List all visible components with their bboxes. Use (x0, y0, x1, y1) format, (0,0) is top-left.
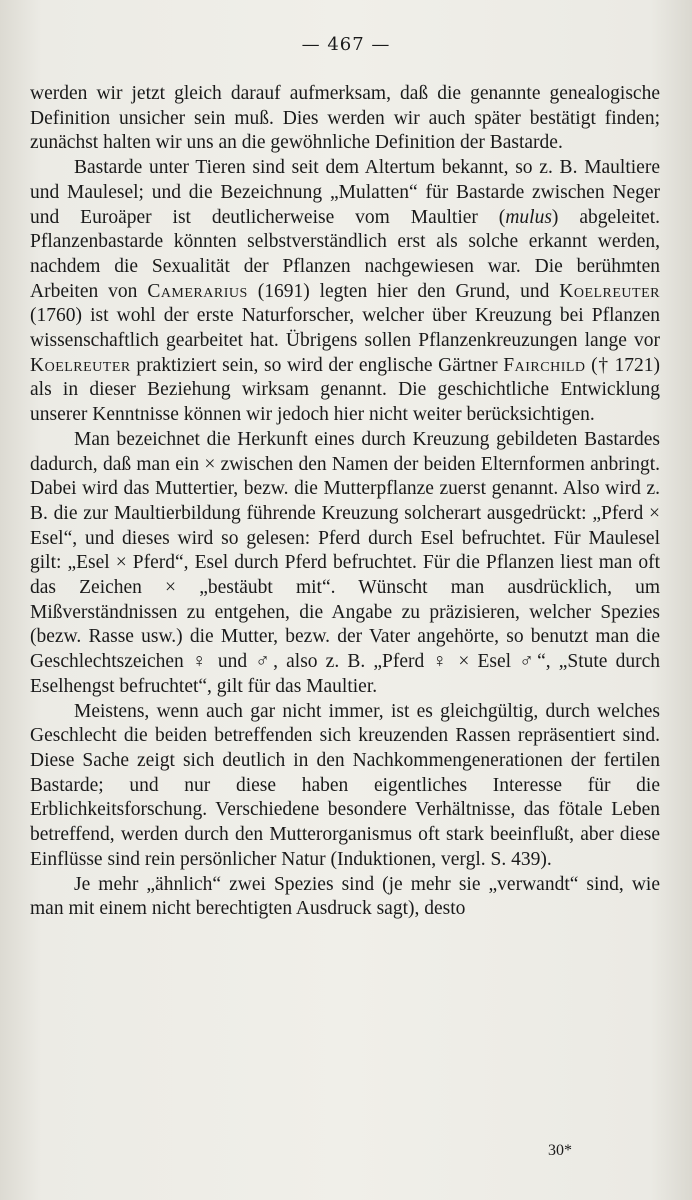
paragraph (30, 82, 660, 156)
text-run: Bastarde unter Tieren sind seit dem Altertum bekannt, so z. B. Maultiere und Maulesel; und die Bezeichnung „Mulatten“ für Bastarde zwischen Neger und Euroäper ist deutlicherweise vom Maultier ( (30, 157, 660, 228)
paragraph (30, 156, 660, 428)
author-name: Camerarius (147, 280, 248, 302)
signature-mark: 30* (548, 1142, 572, 1159)
text-run: Je mehr „ähnlich“ zwei Spezies sind (je mehr sie „verwandt“ sind, wie man mit einem nicht berechtigten Ausdruck sagt), desto (30, 873, 660, 920)
author-name: Fairchild (503, 354, 586, 376)
text-run: praktiziert sein, so wird der englische Gärtner (130, 354, 504, 376)
text-run: († 1721) als in dieser Beziehung wirksam genannt. Die geschichtliche Entwicklung unserer Kenntnisse können wir jedoch hier nicht weiter berücksichtigen. (30, 354, 660, 426)
paragraph (30, 700, 660, 873)
italic-term: mulus (505, 206, 552, 228)
body-text (30, 82, 660, 922)
text-run: Meistens, wenn auch gar nicht immer, ist es gleichgültig, durch welches Geschlecht die beiden betreffenden sich kreuzenden Rassen repräsentiert sind. Diese Sache zeigt sich deutlich in den Nachkommengenerationen der fertilen Bastarde; und nur diese haben eigentliches Interesse für die Erblichkeitsforschung. Verschiedene besondere Verhältnisse, das fötale Leben betreffend, werden durch den Mutterorganismus oft stark beeinflußt, aber diese Einflüsse sind rein persönlicher Natur (Induktionen, vergl. S. 439). (30, 700, 660, 870)
author-name: Koelreuter (30, 354, 131, 376)
text-run: Man bezeichnet die Herkunft eines durch Kreuzung gebildeten Bastardes dadurch, daß man ein × zwischen den Namen der beiden Elternformen anbringt. Dabei wird das Muttertier, bezw. die Mutterpflanze zuerst genannt. Also wird z. B. die zur Maultierbildung führende Kreuzung solcherart ausgedrückt: „Pferd × Esel“, und dieses wird so gelesen: Pferd durch Esel befruchtet. Für Maulesel gilt: „Esel × Pferd“, Esel durch Pferd befruchtet. Für die Pflanzen liest man oft das Zeichen × „bestäubt mit“. Wünscht man ausdrücklich, um Mißverständnissen zu entgehen, die Angabe zu präzisieren, welcher Spezies (bezw. Rasse usw.) die Mutter, bezw. der Vater angehörte, so benutzt man die Geschlechtszeichen ♀ und ♂, also z. B. „Pferd ♀ × Esel ♂“, „Stute durch Eselhengst befruchtet“, gilt für das Maultier. (30, 428, 660, 697)
author-name: Koelreuter (559, 280, 660, 302)
text-run: ) abgeleitet. Pflanzenbastarde könnten selbstverständlich erst als solche erkannt werden, nachdem die Sexualität der Pflanzen nachgewiesen war. Die berühmten Arbeiten von (30, 206, 660, 302)
text-run: (1760) ist wohl der erste Naturforscher, welcher über Kreuzung bei Pflanzen wissenschaftlich gearbeitet hat. Übrigens sollen Pflanzenkreuzungen lange vor (30, 305, 660, 352)
text-run: werden wir jetzt gleich darauf aufmerksam, daß die genannte genealogische Definition unsicher sein muß. Dies werden wir auch später bestätigt finden; zunächst halten wir uns an die gewöhnliche Definition der Bastarde. (30, 83, 660, 154)
page-number: — 467 — (301, 34, 391, 55)
paragraph (30, 873, 660, 922)
text-run: (1691) legten hier den Grund, und (247, 280, 560, 302)
paragraph (30, 428, 660, 700)
